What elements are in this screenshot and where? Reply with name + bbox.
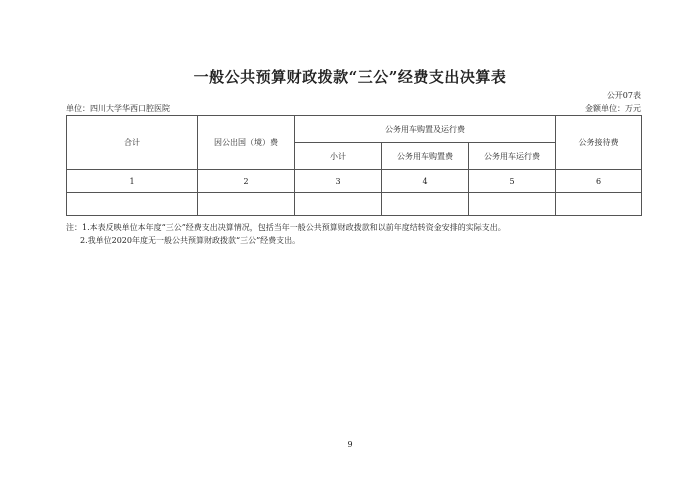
header-subtotal: 小计 [295,143,382,170]
header-purchase: 公务用车购置费 [382,143,469,170]
header-abroad: 因公出国（境）费 [198,116,295,170]
col-number: 5 [469,170,556,193]
header-reception: 公务接待费 [556,116,642,170]
value-cell [295,193,382,216]
value-cell [382,193,469,216]
col-number: 4 [382,170,469,193]
note-2: 2.我单位2020年度无一般公共预算财政拨款“三公”经费支出。 [80,236,301,245]
col-number: 6 [556,170,642,193]
table-title: 一般公共预算财政拨款“三公”经费支出决算表 [193,68,507,86]
header-operation: 公务用车运行费 [469,143,556,170]
col-number: 1 [67,170,198,193]
page-number: 9 [347,440,353,449]
col-number: 3 [295,170,382,193]
expenditure-table [66,115,642,216]
value-cell [67,193,198,216]
note-1: 注：1.本表反映单位本年度“三公”经费支出决算情况，包括当年一般公共预算财政拨款和以前年度结转资金安排的实际支出。 [66,223,506,232]
table-code: 公开07表 [606,91,641,100]
header-total: 合计 [67,116,198,170]
amount-unit-label: 金额单位：万元 [585,104,641,113]
notes [66,221,506,247]
header-vehicle-group: 公务用车购置及运行费 [295,116,556,143]
value-cell [469,193,556,216]
unit-label: 单位：四川大学华西口腔医院 [66,104,170,113]
value-cell [556,193,642,216]
col-number: 2 [198,170,295,193]
value-cell [198,193,295,216]
